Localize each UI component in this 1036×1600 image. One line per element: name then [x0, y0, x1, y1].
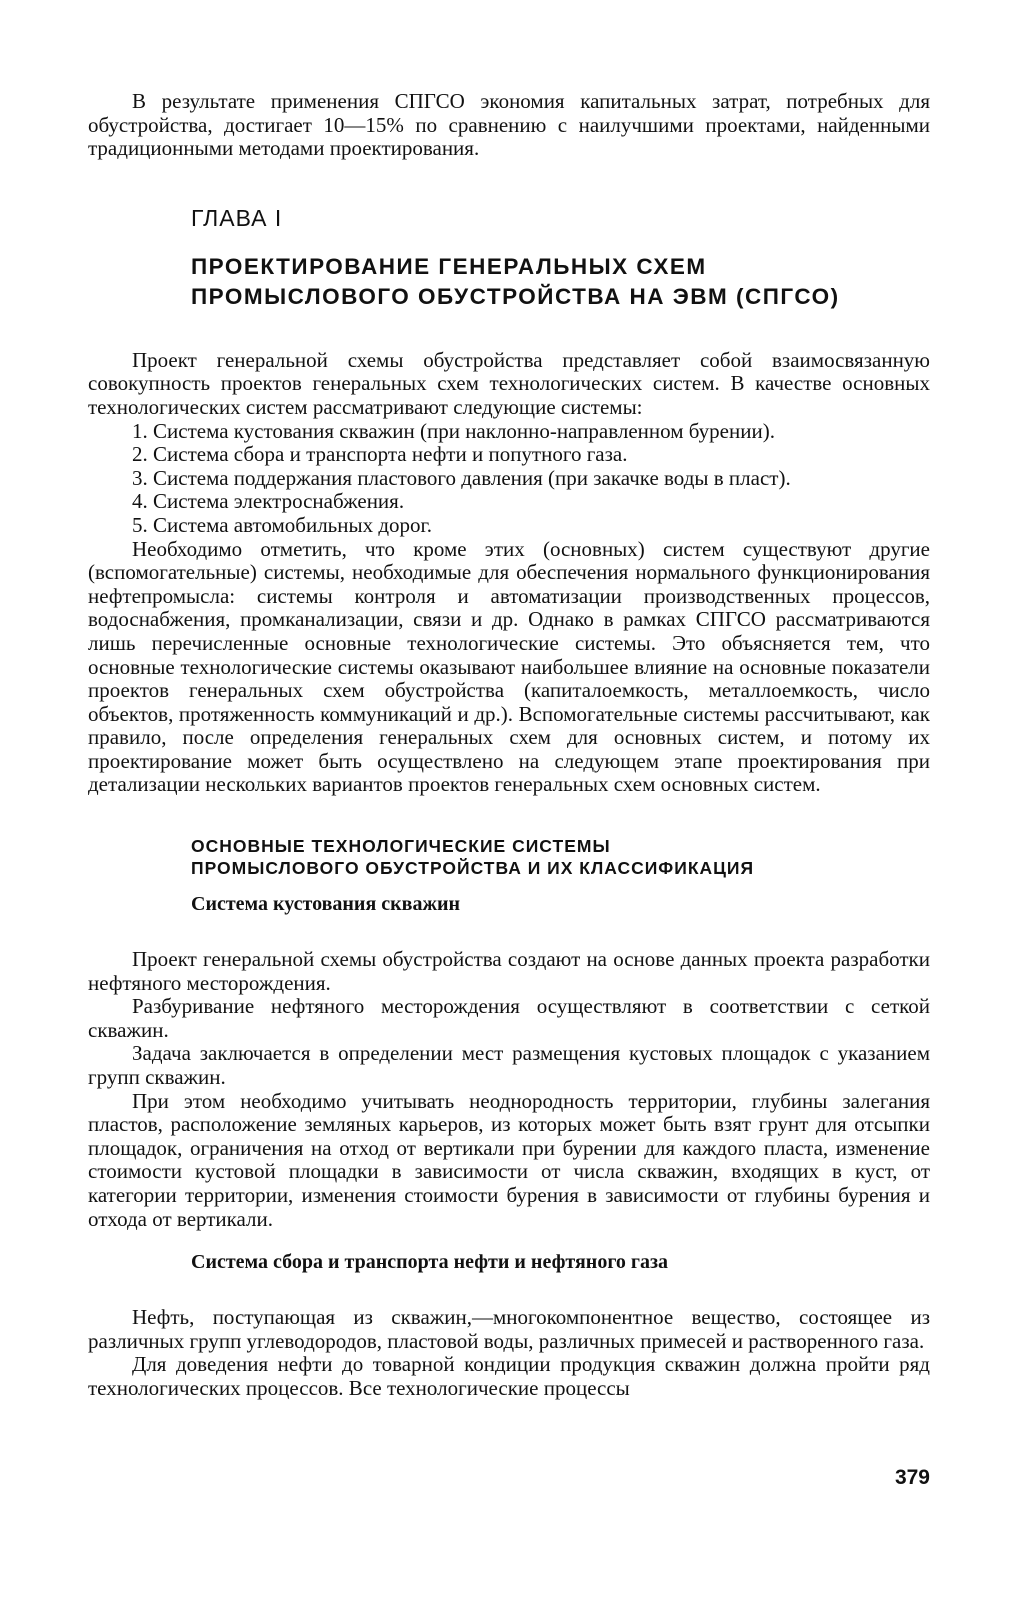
chapter-paragraph-1: Проект генеральной схемы обустройства представляет собой взаимосвязанную совокупность проектов генеральных схем технологических систем. В качестве основных технологических систем рассматривают следующие системы:: [88, 347, 930, 419]
chapter-title-line-1: ПРОЕКТИРОВАНИЕ ГЕНЕРАЛЬНЫХ СХЕМ: [191, 253, 707, 279]
section-title-line-1: ОСНОВНЫЕ ТЕХНОЛОГИЧЕСКИЕ СИСТЕМЫ: [191, 836, 611, 857]
chapter-paragraph-2: Необходимо отметить, что кроме этих (основных) систем существуют другие (вспомогательные) системы, необходимые для обеспечения нормального функционирования нефтепромысла: системы контроля и автоматизации производственных процессов, водоснабжения, промканализации, связи и др. Однако в рамках СПГСО рассматриваются лишь перечисленные основные технологические системы. Это объясняется тем, что основные технологические системы оказывают наибольшее влияние на основные показатели проектов генеральных схем обустройства (капиталоемкость, металлоемкость, число объектов, протяженность коммуникаций и др.). Вспомогательные системы рассчитывают, как правило, после определения генеральных схем для основных систем, и потому их проектирование может быть осуществлено на следующем этапе проектирования при детализации нескольких вариантов проектов генеральных схем основных систем.: [88, 536, 930, 797]
page-number: 379: [894, 1466, 930, 1489]
subsection-title: Система сбора и транспорта нефти и нефтяного газа: [191, 1251, 669, 1274]
list-item: 5. Система автомобильных дорог.: [132, 512, 433, 537]
list-item: 2. Система сбора и транспорта нефти и попутного газа.: [132, 442, 628, 467]
subsection-1-paragraph-3: Задача заключается в определении мест размещения кустовых площадок с указанием групп скважин.: [88, 1041, 930, 1090]
list-item: 4. Система электроснабжения.: [132, 489, 405, 514]
subsection-2-paragraph-1: Нефть, поступающая из скважин,—многокомпонентное вещество, состоящее из различных групп углеводородов, пластовой воды, различных примесей и растворенного газа.: [88, 1305, 930, 1353]
page-content: [88, 90, 930, 1401]
section-title-line-2: ПРОМЫСЛОВОГО ОБУСТРОЙСТВА И ИХ КЛАССИФИКАЦИЯ: [191, 858, 755, 879]
chapter-label: ГЛАВА I: [191, 204, 283, 231]
list-item: 1. Система кустования скважин (при наклонно-направленном бурении).: [132, 418, 775, 443]
section-title: [191, 835, 930, 879]
subsection-1-paragraph-4: При этом необходимо учитывать неоднородность территории, глубины залегания пластов, расположение земляных карьеров, из которых может быть взят грунт для отсыпки площадок, ограничения на отход от вертикали при бурении для каждого пласта, изменение стоимости кустовой площадки в зависимости от числа скважин, входящих в куст, от категории территории, изменения стоимости бурения в зависимости от глубины бурения и отхода от вертикали.: [88, 1088, 930, 1231]
list-item: 3. Система поддержания пластового давления (при закачке воды в пласт).: [132, 465, 791, 490]
systems-list: [88, 420, 930, 538]
intro-paragraph: В результате применения СПГСО экономия капитальных затрат, потребных для обустройства, достигает 10—15% по сравнению с наилучшими проектами, найденными традиционными методами проектирования.: [88, 89, 930, 161]
subsection-1-paragraph-2: Разбуривание нефтяного месторождения осуществляют в соответствии с сеткой скважин.: [88, 994, 930, 1042]
subsection-2-paragraph-2: Для доведения нефти до товарной кондиции продукция скважин должна пройти ряд технологических процессов. Все технологические процессы: [88, 1352, 930, 1400]
subsection-title: Система кустования скважин: [191, 893, 461, 916]
subsection-1-paragraph-1: Проект генеральной схемы обустройства создают на основе данных проекта разработки нефтяного месторождения.: [88, 947, 930, 995]
chapter-title: [191, 252, 930, 312]
chapter-title-line-2: ПРОМЫСЛОВОГО ОБУСТРОЙСТВА НА ЭВМ (СПГСО): [191, 283, 840, 309]
